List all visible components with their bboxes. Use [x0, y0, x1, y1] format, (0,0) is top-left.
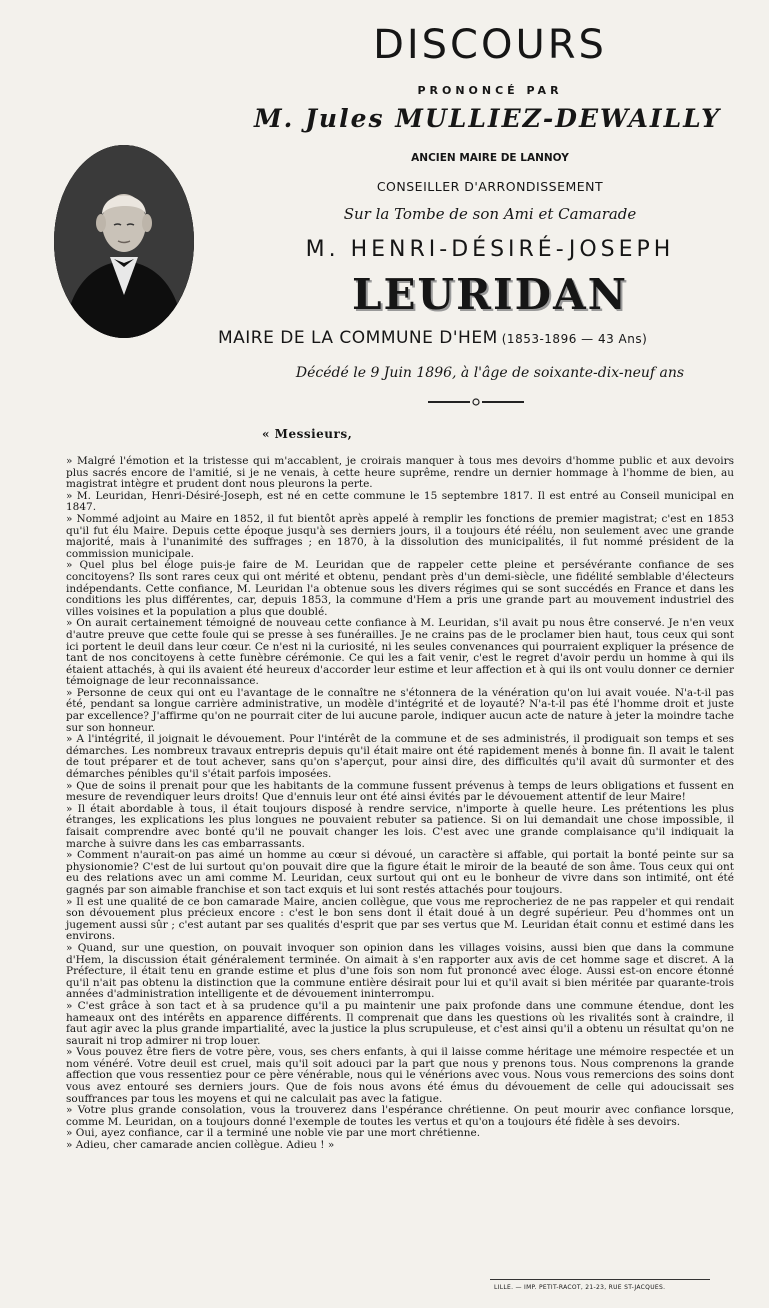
speech-body: [66, 456, 734, 1152]
paragraph: » On aurait certainement témoigné de nouveau cette confiance à M. Leuridan, s'il avait pu nous être conservé. Je n'en veux d'autre preuve que cette foule qui se presse à ses funérailles. Je ne crains pas de le proclamer bien haut, tous ceux qui sont ici portent le deuil dans leur cœur. Ce n'est ni la curiosité, ni les seules convenances qui pourraient expliquer la présence de tant de nos concitoyens à cette funèbre cérémonie. Ce qui les a fait venir, c'est le regret d'avoir perdu un homme à qui ils étaient attachés, à qui ils avaient été heureux d'accorder leur estime et leur affection et à qui ils ont voulu donner ce dernier témoignage de leur reconnaissance.: [66, 617, 734, 688]
pronounced-by: PRONONCÉ PAR: [417, 84, 563, 97]
paragraph: » Malgré l'émotion et la tristesse qui m'accablent, je croirais manquer à tous mes devoirs d'homme public et aux devoirs plus sacrés encore de l'amitié, si je ne venais, à cette heure suprême, rendre un dernier hommage à l'homme de bien, au magistrat intègre et prudent dont nous pleurons la perte.: [66, 455, 734, 491]
printer-rule: [490, 1279, 710, 1280]
paragraph: » Oui, ayez confiance, car il a terminé une noble vie par une mort chrétienne.: [66, 1127, 481, 1140]
paragraph: » Quand, sur une question, on pouvait invoquer son opinion dans les villages voisins, aussi bien que dans la commune d'Hem, la discussion était généralement terminée. On aimait à s'en rapporter aux avis de cet homme sage et discret. A la Préfecture, il était tenu en grande estime et plus d'une fois son nom fut prononcé avec éloge. Aussi est-on encore étonné qu'il n'ait pas obtenu la distinction que la commune entière désirait pour lui et qu'il avait si bien méritée par quarante-trois années d'administration intelligente et de dévouement ininterrompu.: [66, 941, 734, 1001]
header: [0, 0, 769, 420]
paragraph: » Comment n'aurait-on pas aimé un homme au cœur si dévoué, un caractère si affable, qui portait la bonté peinte sur sa physionomie? C'est de lui surtout qu'on pouvait dire que la figure était le miroir de la beauté de son âme. Tous ceux qui ont eu des relations avec un ami comme M. Leuridan, ceux surtout qui ont eu le bonheur de vivre dans son intimité, ont été gagnés par son aimable franchise et son tact exquis et lui sont restés attachés pour toujours.: [66, 849, 734, 896]
deceased-office: MAIRE DE LA COMMUNE D'HEM: [218, 328, 498, 348]
portrait-image: [54, 145, 194, 338]
paragraph: » M. Leuridan, Henri-Désiré-Joseph, est né en cette commune le 15 septembre 1817. Il est entré au Conseil municipal en 1847.: [66, 489, 734, 514]
orator-title: CONSEILLER D'ARRONDISSEMENT: [376, 179, 604, 194]
paragraph: » C'est grâce à son tact et à sa prudence qu'il a pu maintenir une paix profonde dans une commune étendue, dont les hameaux ont des intérêts en apparence différents. Il comprenait que dans les questions où les rivalités sont à craindre, il faut agir avec la plus grande impartialité, avec la justice la plus scrupuleuse, et c'est ainsi qu'il a obtenu un résultat qu'on ne saurait ni trop admirer ni trop louer.: [66, 999, 734, 1047]
orator-former-title: ANCIEN MAIRE DE LANNOY: [411, 152, 569, 164]
paragraph: » Il était abordable à tous, il était toujours disposé à rendre service, n'importe à quelle heure. Les prétentions les plus étranges, les explications les plus longues ne pouvaient rebuter sa patience. Si on lui demandait une chose impossible, il faisait comprendre avec bonté qu'il ne pouvait changer les lois. C'est avec une grande complaisance qu'il indiquait la marche à suivre dans les cas embarrassants.: [66, 802, 734, 850]
deceased-given-names: M. HENRI-DÉSIRÉ-JOSEPH: [305, 237, 675, 262]
death-date-line: Décédé le 9 Juin 1896, à l'âge de soixante-dix-neuf ans: [295, 365, 685, 381]
paragraph: » A l'intégrité, il joignait le dévouement. Pour l'intérêt de la commune et de ses administrés, il prodiguait son temps et ses démarches. Les nombreux travaux entrepris depuis qu'il était maire ont été rapidement menés à bonne fin. Il avait le talent de tout préparer et de tout achever, sans qu'on s'aperçut, pour ainsi dire, des difficultés qu'il avait dû surmonter et des démarches pénibles qu'il s'était parfois imposées.: [66, 733, 734, 781]
ornament-divider: [428, 398, 524, 406]
deceased-term: (1853-1896 — 43 Ans): [501, 332, 648, 346]
salutation: « Messieurs,: [262, 427, 353, 441]
orator-name: M. Jules MULLIEZ-DEWAILLY: [254, 104, 721, 133]
occasion-line: Sur la Tombe de son Ami et Camarade: [343, 205, 637, 223]
printer-imprint: LILLE. — IMP. PETIT-RACOT, 21-23, RUE ST-JACQUES.: [494, 1284, 666, 1291]
paragraph: » Quel plus bel éloge puis-je faire de M. Leuridan que de rappeler cette pleine et persévérante confiance de ses concitoyens? Ils sont rares ceux qui ont mérité et obtenu, pendant près d'un demi-siècle, une fidélité semblable d'électeurs indépendants. Cette confiance, M. Leuridan l'a obtenue sous les divers régimes qui se sont succédés en France et dans les conditions les plus différentes, car, depuis 1853, la commune d'Hem a pris une grande part au mouvement industriel des villes voisines et la population a plus que doublé.: [66, 559, 734, 618]
paragraph: » Personne de ceux qui ont eu l'avantage de le connaître ne s'étonnera de la vénération qu'on lui avait vouée. N'a-t-il pas été, pendant sa longue carrière administrative, un modèle d'intégrité et de loyauté? N'a-t-il pas été l'homme droit et juste par excellence? J'affirme qu'on ne pourrait citer de lui aucune parole, indiquer aucun acte de nature à jeter la moindre tache sur son honneur.: [66, 686, 734, 734]
paragraph: » Nommé adjoint au Maire en 1852, il fut bientôt après appelé à remplir les fonctions de premier magistrat; c'est en 1853 qu'il fut élu Maire. Depuis cette époque jusqu'à ses derniers jours, il a toujours été réélu, non seulement avec une grande majorité, mais à l'unanimité des suffrages ; en 1870, à la dissolution des municipalités, il fut nommé président de la commission municipale.: [66, 512, 734, 560]
paragraph: » Votre plus grande consolation, vous la trouverez dans l'espérance chrétienne. On peut mourir avec confiance lorsque, comme M. Leuridan, on a toujours donné l'exemple de toutes les vertus et qu'on a toujours été fidèle à ses devoirs.: [66, 1104, 734, 1128]
deceased-surname: LEURIDAN: [351, 270, 629, 319]
paragraph: » Adieu, cher camarade ancien collègue. Adieu ! »: [66, 1139, 335, 1152]
deceased-title: [218, 328, 647, 348]
paragraph: » Que de soins il prenait pour que les habitants de la commune fussent prévenus à temps de leurs obligations et fussent en mesure de revendiquer leurs droits! Que d'ennuis leur ont été ainsi évités par le dévouement attentif de leur Maire!: [66, 779, 734, 804]
document-title: DISCOURS: [373, 22, 607, 68]
paragraph: » Il est une qualité de ce bon camarade Maire, ancien collègue, que vous me reprocheriez de ne pas rappeler et qui rendait son dévouement plus précieux encore : c'est le bon sens dont il était doué à un degré supérieur. Peu d'hommes ont un jugement aussi sûr ; c'est autant par ses qualités d'esprit que par ses vertus que M. Leuridan était connu et estimé dans les environs.: [66, 895, 734, 943]
paragraph: » Vous pouvez être fiers de votre père, vous, ses chers enfants, à qui il laisse comme héritage une mémoire respectée et un nom vénéré. Votre deuil est cruel, mais qu'il soit adouci par la part que nous y prenons tous. Nous comprenons la grande affection que vous ressentiez pour ce père vénérable, nous qui le vénérions avec vous. Nous vous remercions des soins dont vous avez entouré ses derniers jours. Que de fois nous avons été émus du dévouement de celle qui adoucissait ses souffrances par tous les moyens et qui ne calculait pas avec la fatigue.: [66, 1046, 734, 1105]
portrait-photo: [54, 145, 194, 338]
